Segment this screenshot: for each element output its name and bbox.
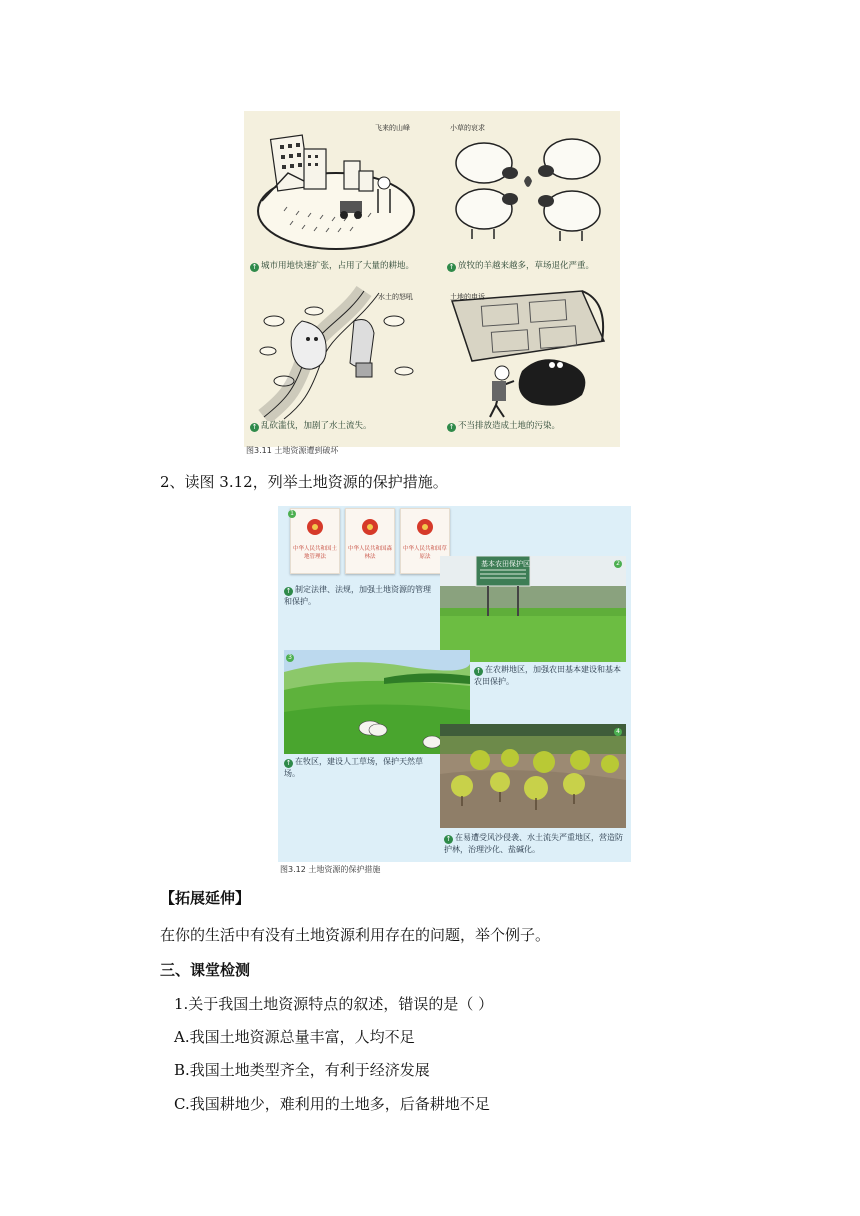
arrow-bullet-icon: ↑ <box>251 423 258 431</box>
measure-text: 在易遭受风沙侵袭、水土流失严重地区，营造防护林，治理沙化、盐碱化。 <box>444 833 623 854</box>
national-emblem-icon <box>417 519 433 535</box>
arrow-bullet-icon: ↑ <box>251 263 258 271</box>
measure-number-4: 4 <box>614 728 622 736</box>
option-a: A.我国土地资源总量丰富，人均不足 <box>174 1028 415 1046</box>
measure-text: 制定法律、法规，加强土地资源的管理和保护。 <box>284 585 431 606</box>
law-booklet-forest <box>345 508 395 574</box>
arrow-bullet-icon: ↑ <box>475 667 482 675</box>
national-emblem-icon <box>307 519 323 535</box>
measure-caption-2 <box>474 664 624 688</box>
measure-text: 在农耕地区，加强农田基本建设和基本农田保护。 <box>474 665 621 686</box>
panel-title-city: 飞来的山峰 <box>375 124 410 132</box>
law-title: 中华人民共和国土地管理法 <box>293 546 338 560</box>
measure-caption-3 <box>284 756 436 780</box>
option-b: B.我国土地类型齐全，有利于经济发展 <box>174 1061 430 1079</box>
measure-caption-1 <box>284 584 436 608</box>
measure-number-2: 2 <box>614 560 622 568</box>
panel-caption-text: 乱砍滥伐，加剧了水土流失。 <box>261 421 372 431</box>
panel-title-erosion: 水土的怒吼 <box>378 293 413 301</box>
figure-3-11-caption: 图3.11 土地资源遭到破坏 <box>246 446 339 455</box>
arrow-bullet-icon: ↑ <box>285 587 292 595</box>
measure-caption-4 <box>444 832 628 856</box>
arrow-bullet-icon: ↑ <box>445 835 452 843</box>
national-emblem-icon <box>362 519 378 535</box>
figure-3-12-caption: 图3.12 土地资源的保护措施 <box>280 865 381 874</box>
extension-heading: 【拓展延伸】 <box>160 889 251 907</box>
section3-heading: 三、课堂检测 <box>160 961 251 979</box>
extension-text: 在你的生活中有没有土地资源利用存在的问题，举个例子。 <box>160 926 551 944</box>
panel-caption-text: 放牧的羊越来越多，草场退化严重。 <box>458 261 595 271</box>
measure-number-1: 1 <box>288 510 296 518</box>
cartoon-land-pollution <box>432 281 620 421</box>
arrow-bullet-icon: ↑ <box>285 759 292 767</box>
cartoon-sheep-grazing <box>432 111 620 261</box>
law-title: 中华人民共和国森林法 <box>348 546 393 560</box>
sign-text: 基本农田保护区 <box>481 560 530 568</box>
law-title: 中华人民共和国草原法 <box>403 546 448 560</box>
arrow-bullet-icon: ↑ <box>448 263 455 271</box>
question-2: 2、读图 3.12，列举土地资源的保护措施。 <box>160 473 448 491</box>
panel-title-sheep: 小草的哀求 <box>450 124 485 132</box>
option-c: C.我国耕地少，难利用的土地多，后备耕地不足 <box>174 1095 490 1113</box>
photo-shelter-forest <box>440 724 626 828</box>
panel-caption-pollution <box>447 419 560 432</box>
panel-caption-erosion <box>250 419 372 432</box>
panel-caption-text: 不当排放造成土地的污染。 <box>458 421 561 431</box>
panel-caption-city <box>250 259 414 272</box>
arrow-bullet-icon: ↑ <box>448 423 455 431</box>
photo-farmland <box>440 556 626 662</box>
panel-title-pollution: 土地的申诉 <box>450 293 485 301</box>
panel-caption-sheep <box>447 259 594 272</box>
figure-3-12 <box>278 506 631 862</box>
law-booklet-land <box>290 508 340 574</box>
measure-number-3: 3 <box>286 654 294 662</box>
figure-3-11 <box>244 111 620 447</box>
question-1: 1.关于我国土地资源特点的叙述，错误的是（ ） <box>174 995 494 1013</box>
panel-caption-text: 城市用地快速扩张，占用了大量的耕地。 <box>261 261 415 271</box>
measure-text: 在牧区，建设人工草场，保护天然草场。 <box>284 757 423 778</box>
cartoon-soil-erosion <box>244 281 432 421</box>
cartoon-city-expansion <box>244 111 432 261</box>
